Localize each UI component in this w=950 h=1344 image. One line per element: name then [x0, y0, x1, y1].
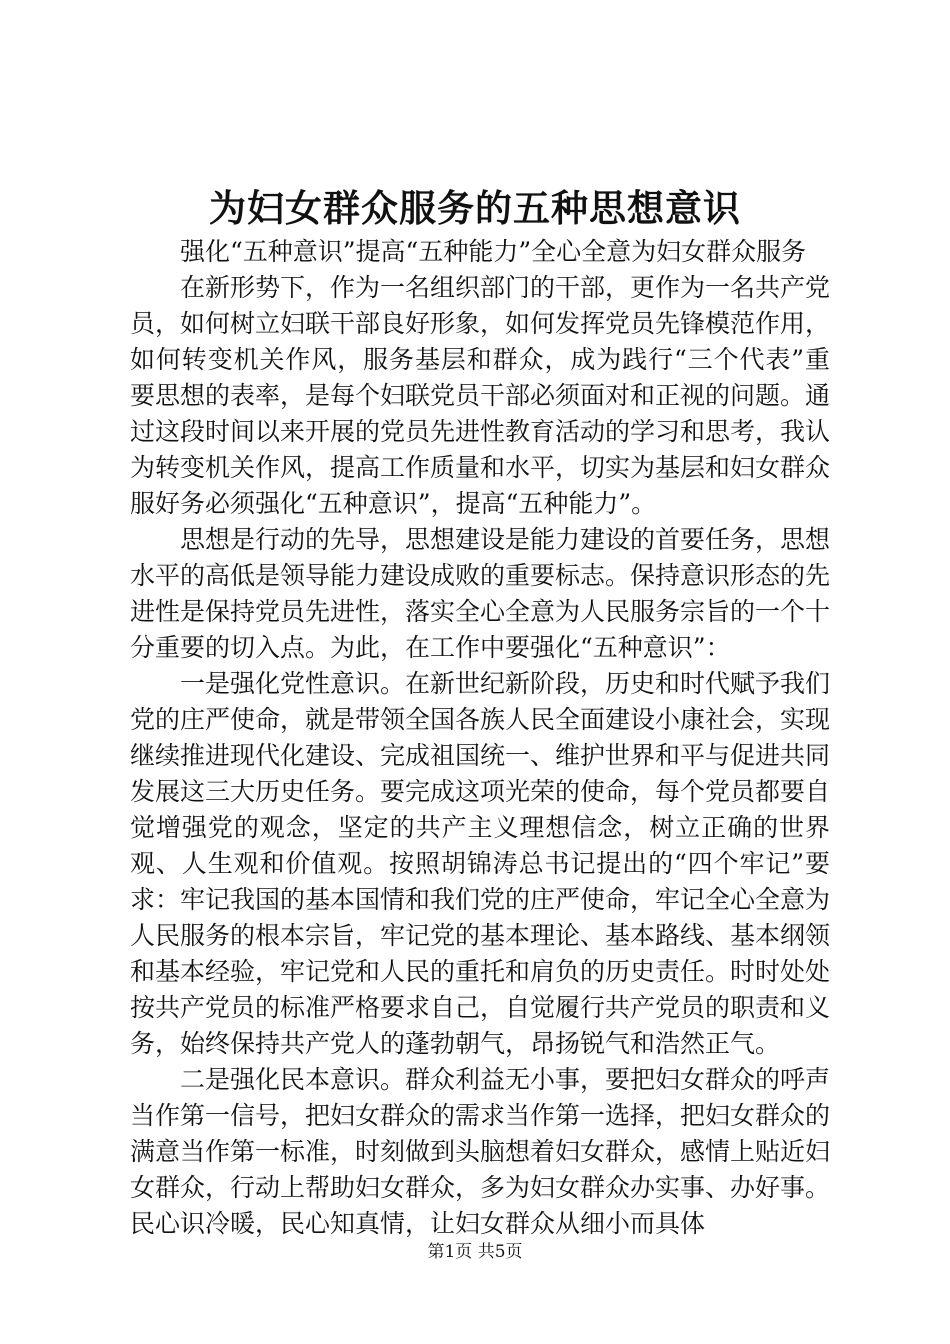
document-title: 为妇女群众服务的五种思想意识 [209, 186, 741, 230]
paragraph-intro: 在新形势下，作为一名组织部门的干部，更作为一名共产党员，如何树立妇联干部良好形象，如何发挥党员先锋模范作用，如何转变机关作风，服务基层和群众，成为践行“三个代表”重要思想的表率，是每个妇联党员干部必须面对和正视的问题。通过这段时间以来开展的党员先进性教育活动的学习和思考，我认为转变机关作风，提高工作质量和水平，切实为基层和妇女群众服好务必须强化“五种意识”，提高“五种能力”。 [130, 273, 831, 518]
paragraph-party-awareness: 一是强化党性意识。在新世纪新阶段，历史和时代赋予我们党的庄严使命，就是带领全国各族人民全面建设小康社会，实现继续推进现代化建设、完成祖国统一、维护世界和平与促进共同发展这三大历史任务。要完成这项光荣的使命，每个党员都要自觉增强党的观念，坚定的共产主义理想信念，树立正确的世界观、人生观和价值观。按照胡锦涛总书记提出的“四个牢记”要求：牢记我国的基本国情和我们党的庄严使命，牢记全心全意为人民服务的根本宗旨，牢记党的基本理论、基本路线、基本纲领和基本经验，牢记党和人民的重托和肩负的历史责任。时时处处按共产党员的标准严格要求自己，自觉履行共产党员的职责和义务，始终保持共产党人的蓬勃朝气，昂扬锐气和浩然正气。 [130, 669, 831, 1058]
paragraph-thought-guide: 思想是行动的先导，思想建设是能力建设的首要任务，思想水平的高低是领导能力建设成败的重要标志。保持意识形态的先进性是保持党员先进性，落实全心全意为人民服务宗旨的一个十分重要的切入点。为此，在工作中要强化“五种意识”： [130, 525, 831, 662]
paragraph-subtitle: 强化“五种意识”提高“五种能力”全心全意为妇女群众服务 [180, 237, 807, 266]
paragraph-people-awareness: 二是强化民本意识。群众利益无小事，要把妇女群众的呼声当作第一信号，把妇女群众的需求当作第一选择，把妇女群众的满意当作第一标准，时刻做到头脑想着妇女群众，感情上贴近妇女群众，行动上帮助妇女群众，多为妇女群众办实事、办好事。民心识冷暖，民心知真情，让妇女群众从细小而具体 [130, 1065, 831, 1238]
document-body [130, 234, 830, 1242]
page-number-footer: 第1页 共5页 [427, 1242, 523, 1262]
